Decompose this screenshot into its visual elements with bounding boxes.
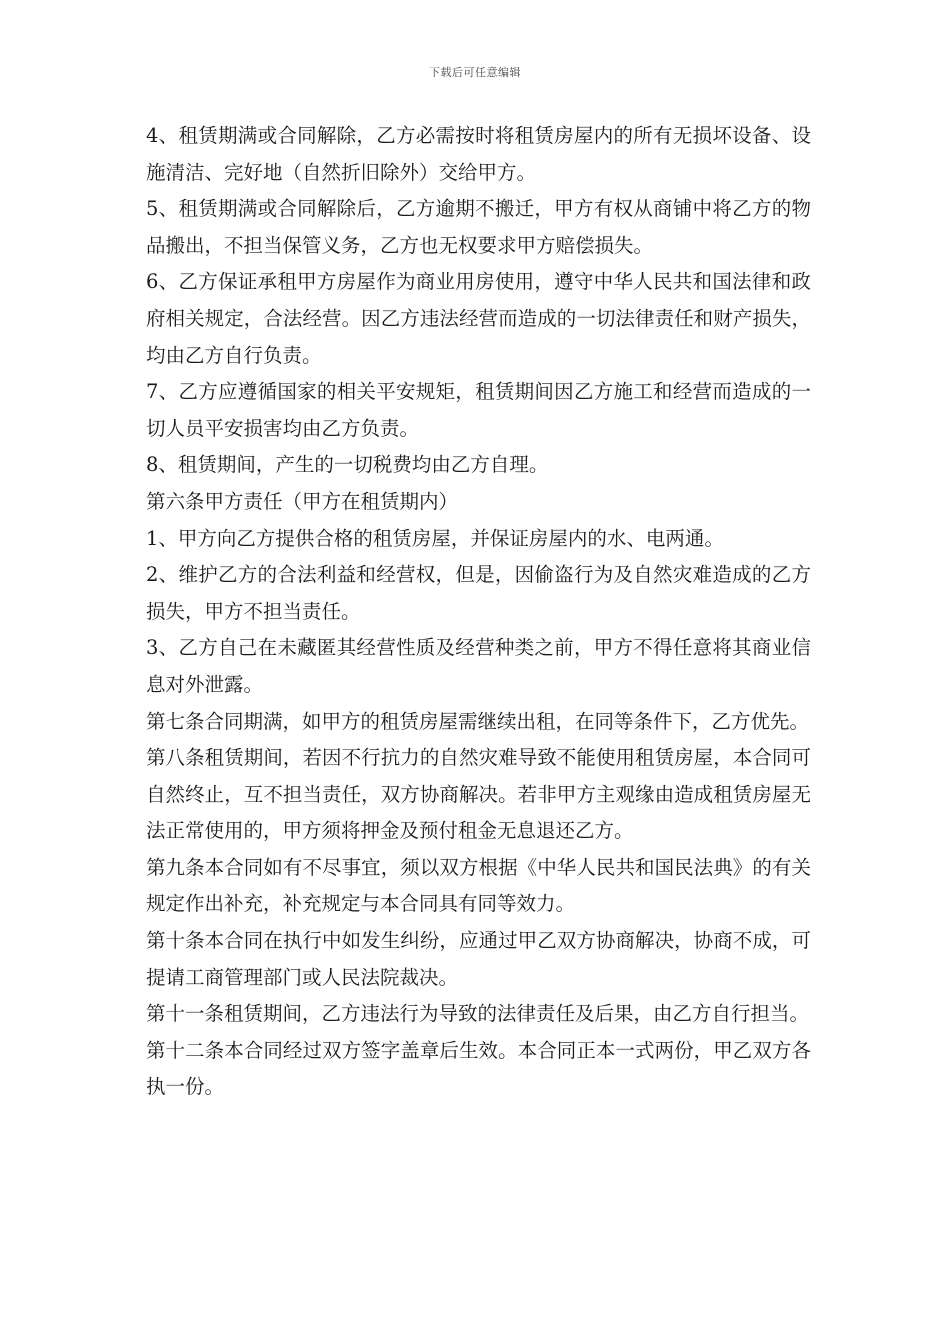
clause-paragraph: 7、乙方应遵循国家的相关平安规矩，租赁期间因乙方施工和经营而造成的一切人员平安损害均由乙方负责。 — [146, 380, 811, 440]
clause-paragraph: 4、租赁期满或合同解除，乙方必需按时将租赁房屋内的所有无损坏设备、设施清洁、完好地（自然折旧除外）交给甲方。 — [146, 124, 811, 184]
article-paragraph: 第八条租赁期间，若因不行抗力的自然灾难导致不能使用租赁房屋，本合同可自然终止，互不担当责任，双方协商解决。若非甲方主观缘由造成租赁房屋无法正常使用的，甲方须将押金及预付租金无息退还乙方。 — [146, 746, 811, 843]
clause-paragraph: 8、租赁期间，产生的一切税费均由乙方自理。 — [146, 453, 549, 477]
clause-paragraph: 5、租赁期满或合同解除后，乙方逾期不搬迁，甲方有权从商铺中将乙方的物品搬出，不担当保管义务，乙方也无权要求甲方赔偿损失。 — [146, 197, 811, 257]
article-paragraph: 第九条本合同如有不尽事宜，须以双方根据《中华人民共和国民法典》的有关规定作出补充，补充规定与本合同具有同等效力。 — [146, 855, 811, 916]
article-paragraph: 第十二条本合同经过双方签字盖章后生效。本合同正本一式两份，甲乙双方各执一份。 — [146, 1038, 811, 1099]
document-body — [146, 118, 811, 1106]
section-heading: 第六条甲方责任（甲方在租赁期内） — [146, 489, 459, 513]
page-header: 下载后可任意编辑 — [429, 66, 521, 79]
article-paragraph: 第十条本合同在执行中如发生纠纷，应通过甲乙双方协商解决，协商不成，可提请工商管理部门或人民法院裁决。 — [146, 929, 811, 989]
clause-paragraph: 1、甲方向乙方提供合格的租赁房屋，并保证房屋内的水、电两通。 — [146, 526, 724, 550]
clause-paragraph: 2、维护乙方的合法利益和经营权，但是，因偷盗行为及自然灾难造成的乙方损失，甲方不担当责任。 — [146, 563, 811, 623]
clause-paragraph: 6、乙方保证承租甲方房屋作为商业用房使用，遵守中华人民共和国法律和政府相关规定，合法经营。因乙方违法经营而造成的一切法律责任和财产损失，均由乙方自行负责。 — [146, 270, 811, 367]
article-paragraph: 第十一条租赁期间，乙方违法行为导致的法律责任及后果，由乙方自行担当。 — [146, 1002, 810, 1026]
clause-paragraph: 3、乙方自己在未藏匿其经营性质及经营种类之前，甲方不得任意将其商业信息对外泄露。 — [146, 636, 811, 696]
article-paragraph: 第七条合同期满，如甲方的租赁房屋需继续出租，在同等条件下，乙方优先。 — [146, 709, 810, 733]
